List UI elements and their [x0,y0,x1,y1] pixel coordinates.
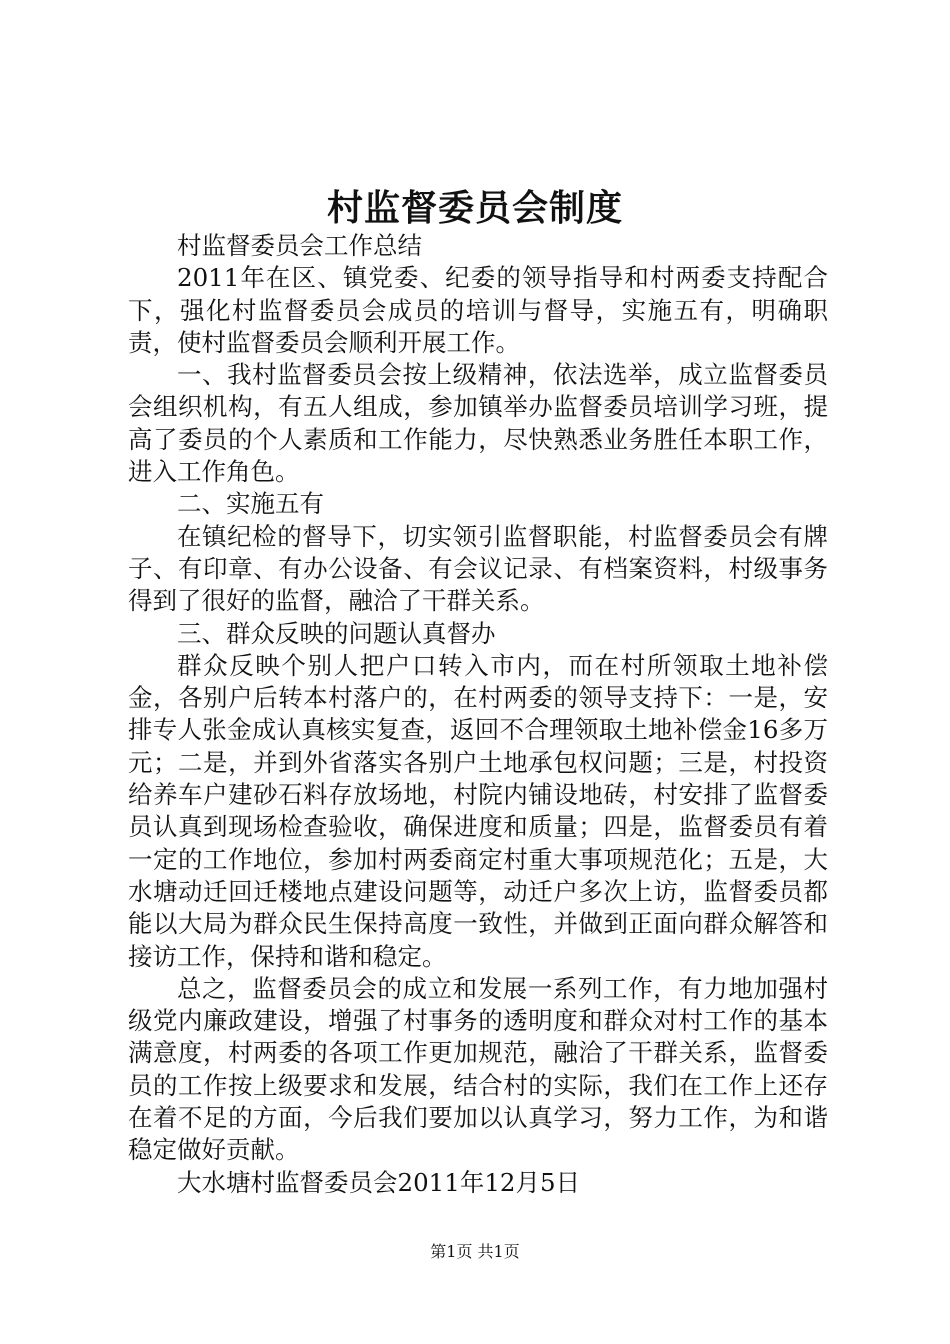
paragraph-subtitle: 村监督委员会工作总结 [177,231,422,260]
paragraph-section-1: 一、我村监督委员会按上级精神，依法选举，成立监督委员会组织机构，有五人组成，参加镇举办监督委员培训学习班，提高了委员的个人素质和工作能力，尽快熟悉业务胜任本职工作，进入工作角色。 [128,360,828,487]
document-title: 村监督委员会制度 [326,187,623,229]
paragraph-heading-3: 三、群众反映的问题认真督办 [177,618,496,648]
paragraph-section-3: 群众反映个别人把户口转入市内，而在村所领取土地补偿金，各别户后转本村落户的，在村两委的领导支持下：一是，安排专人张金成认真核实复查，返回不合理领取土地补偿金16多万元；二是，并到外省落实各别户土地承包权问题；三是，村投资给养车户建砂石料存放场地，村院内铺设地砖，村安排了监督委员认真到现场检查验收，确保进度和质量；四是，监督委员有着一定的工作地位，参加村两委商定村重大事项规范化；五是，大水塘动迁回迁楼地点建设问题等，动迁户多次上访，监督委员都能以大局为群众民生保持高度一致性，并做到正面向群众解答和接访工作，保持和谐和稳定。 [128,650,828,971]
page-number-footer: 第1页 共1页 [430,1242,520,1261]
paragraph-section-2: 在镇纪检的督导下，切实领引监督职能，村监督委员会有牌子、有印章、有办公设备、有会议记录、有档案资料，村级事务得到了很好的监督，融洽了干群关系。 [128,521,828,616]
paragraph-conclusion: 总之，监督委员会的成立和发展一系列工作，有力地加强村级党内廉政建设，增强了村事务的透明度和群众对村工作的基本满意度，村两委的各项工作更加规范，融洽了干群关系，监督委员的工作按上级要求和发展，结合村的实际，我们在工作上还存在着不足的方面，今后我们要加以认真学习，努力工作，为和谐稳定做好贡献。 [128,973,828,1165]
paragraph-heading-2: 二、实施五有 [177,489,324,519]
document-body [128,230,828,1199]
paragraph-intro: 2011年在区、镇党委、纪委的领导指导和村两委支持配合下，强化村监督委员会成员的培训与督导，实施五有，明确职责，使村监督委员会顺利开展工作。 [128,263,828,357]
paragraph-signature-date: 大水塘村监督委员会2011年12月5日 [177,1167,581,1197]
